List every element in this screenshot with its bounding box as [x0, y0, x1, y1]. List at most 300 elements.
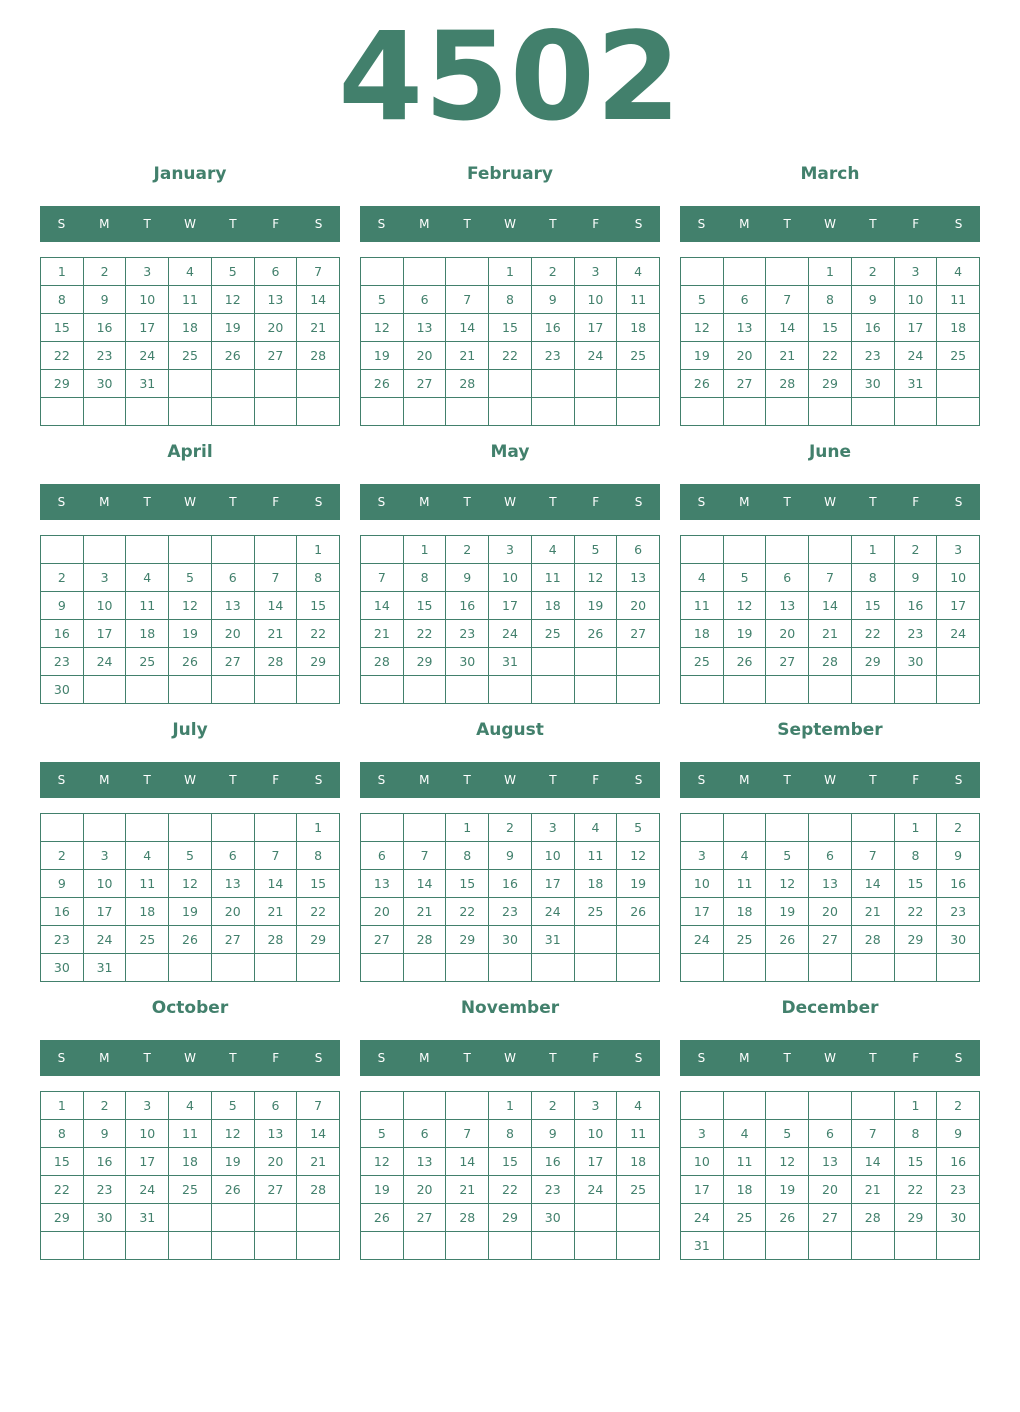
day-cell: 7: [297, 1092, 340, 1120]
day-cell: 10: [937, 564, 980, 592]
day-cell: 18: [169, 314, 212, 342]
day-cell: 24: [575, 1176, 618, 1204]
day-cell: 10: [575, 1120, 618, 1148]
empty-cell: [681, 536, 724, 564]
weekday-header: [680, 484, 980, 520]
weekday-label: M: [99, 773, 110, 787]
day-cell: 18: [681, 620, 724, 648]
day-cell: 22: [895, 898, 938, 926]
month-july: [40, 719, 340, 981]
weekday-label: M: [99, 495, 110, 509]
day-cell: 31: [681, 1232, 724, 1260]
day-cell: 12: [724, 592, 767, 620]
weekday-label: M: [99, 217, 110, 231]
day-cell: 9: [84, 1120, 127, 1148]
day-cell: 16: [446, 592, 489, 620]
empty-cell: [446, 398, 489, 426]
day-cell: 13: [361, 870, 404, 898]
weekday-label: W: [184, 773, 196, 787]
day-cell: 5: [617, 814, 660, 842]
empty-cell: [766, 814, 809, 842]
day-cell: 21: [852, 1176, 895, 1204]
day-cell: 16: [532, 314, 575, 342]
day-cell: 22: [297, 620, 340, 648]
day-cell: 11: [169, 286, 212, 314]
empty-cell: [532, 370, 575, 398]
weekday-label: M: [739, 217, 750, 231]
day-cell: 6: [255, 1092, 298, 1120]
empty-cell: [724, 1092, 767, 1120]
day-grid: [40, 257, 340, 426]
weekday-label: S: [634, 495, 643, 509]
day-cell: 16: [84, 314, 127, 342]
day-cell: 21: [446, 342, 489, 370]
weekday-header: [360, 206, 660, 242]
day-cell: 3: [532, 814, 575, 842]
empty-cell: [895, 676, 938, 704]
weekday-label: S: [57, 1051, 66, 1065]
empty-cell: [297, 398, 340, 426]
weekday-label: F: [592, 217, 600, 231]
day-cell: 9: [41, 870, 84, 898]
empty-cell: [809, 954, 852, 982]
day-cell: 12: [212, 286, 255, 314]
day-cell: 20: [404, 342, 447, 370]
day-cell: 15: [809, 314, 852, 342]
day-cell: 30: [446, 648, 489, 676]
weekday-header: [680, 1040, 980, 1076]
day-cell: 6: [724, 286, 767, 314]
day-cell: 14: [297, 286, 340, 314]
month-name: February: [466, 164, 554, 184]
day-cell: 2: [895, 536, 938, 564]
day-cell: 14: [361, 592, 404, 620]
day-cell: 3: [126, 258, 169, 286]
weekday-label: F: [912, 495, 920, 509]
empty-cell: [169, 398, 212, 426]
day-cell: 13: [212, 592, 255, 620]
day-cell: 3: [84, 842, 127, 870]
day-cell: 8: [297, 564, 340, 592]
empty-cell: [489, 676, 532, 704]
day-cell: 18: [724, 1176, 767, 1204]
day-cell: 11: [724, 870, 767, 898]
weekday-label: T: [229, 217, 237, 231]
empty-cell: [575, 1232, 618, 1260]
day-cell: 3: [937, 536, 980, 564]
month-may: [360, 441, 660, 703]
weekday-label: M: [739, 495, 750, 509]
day-cell: 20: [212, 620, 255, 648]
day-cell: 2: [84, 258, 127, 286]
day-cell: 23: [489, 898, 532, 926]
weekday-label: T: [463, 773, 471, 787]
day-cell: 24: [895, 342, 938, 370]
day-cell: 14: [404, 870, 447, 898]
day-cell: 27: [255, 1176, 298, 1204]
empty-cell: [446, 258, 489, 286]
weekday-label: T: [143, 773, 151, 787]
day-cell: 27: [212, 648, 255, 676]
empty-cell: [937, 954, 980, 982]
day-cell: 4: [169, 258, 212, 286]
empty-cell: [212, 536, 255, 564]
day-cell: 17: [126, 1148, 169, 1176]
day-cell: 7: [809, 564, 852, 592]
empty-cell: [766, 1232, 809, 1260]
day-cell: 28: [404, 926, 447, 954]
weekday-label: M: [739, 773, 750, 787]
empty-cell: [169, 814, 212, 842]
day-cell: 15: [446, 870, 489, 898]
day-cell: 14: [852, 1148, 895, 1176]
day-cell: 6: [404, 286, 447, 314]
day-grid: [360, 535, 660, 704]
day-cell: 13: [617, 564, 660, 592]
day-cell: 19: [169, 620, 212, 648]
empty-cell: [361, 398, 404, 426]
weekday-label: W: [504, 495, 516, 509]
month-name: May: [490, 442, 530, 462]
day-cell: 14: [852, 870, 895, 898]
day-cell: 30: [84, 370, 127, 398]
month-name: October: [151, 998, 229, 1018]
day-cell: 9: [532, 1120, 575, 1148]
empty-cell: [361, 1232, 404, 1260]
empty-cell: [404, 1092, 447, 1120]
day-cell: 23: [937, 898, 980, 926]
empty-cell: [169, 954, 212, 982]
day-cell: 10: [126, 286, 169, 314]
day-cell: 8: [41, 286, 84, 314]
day-cell: 2: [532, 258, 575, 286]
day-cell: 14: [766, 314, 809, 342]
weekday-label: T: [463, 495, 471, 509]
day-cell: 18: [724, 898, 767, 926]
empty-cell: [766, 398, 809, 426]
day-cell: 28: [361, 648, 404, 676]
day-cell: 20: [404, 1176, 447, 1204]
weekday-label: S: [377, 495, 386, 509]
day-cell: 21: [809, 620, 852, 648]
day-cell: 2: [532, 1092, 575, 1120]
day-cell: 6: [809, 1120, 852, 1148]
weekday-label: S: [57, 217, 66, 231]
empty-cell: [404, 676, 447, 704]
day-cell: 27: [766, 648, 809, 676]
empty-cell: [41, 398, 84, 426]
weekday-label: T: [229, 495, 237, 509]
day-cell: 27: [809, 926, 852, 954]
empty-cell: [126, 676, 169, 704]
day-cell: 1: [297, 536, 340, 564]
day-cell: 22: [297, 898, 340, 926]
day-cell: 31: [126, 370, 169, 398]
day-cell: 28: [297, 1176, 340, 1204]
day-cell: 13: [255, 1120, 298, 1148]
empty-cell: [361, 1092, 404, 1120]
day-cell: 26: [617, 898, 660, 926]
day-grid: [680, 1091, 980, 1260]
empty-cell: [809, 536, 852, 564]
day-cell: 3: [489, 536, 532, 564]
day-cell: 5: [681, 286, 724, 314]
day-cell: 24: [681, 1204, 724, 1232]
weekday-label: S: [954, 1051, 963, 1065]
empty-cell: [724, 398, 767, 426]
empty-cell: [84, 536, 127, 564]
empty-cell: [532, 954, 575, 982]
day-cell: 6: [361, 842, 404, 870]
empty-cell: [766, 676, 809, 704]
day-cell: 19: [169, 898, 212, 926]
day-cell: 31: [84, 954, 127, 982]
day-cell: 29: [446, 926, 489, 954]
day-cell: 1: [297, 814, 340, 842]
day-cell: 14: [255, 592, 298, 620]
day-cell: 29: [489, 1204, 532, 1232]
day-cell: 23: [937, 1176, 980, 1204]
day-cell: 25: [532, 620, 575, 648]
weekday-label: T: [143, 217, 151, 231]
empty-cell: [681, 814, 724, 842]
empty-cell: [766, 954, 809, 982]
weekday-label: S: [57, 495, 66, 509]
day-cell: 21: [255, 620, 298, 648]
day-cell: 30: [937, 1204, 980, 1232]
day-cell: 25: [617, 342, 660, 370]
weekday-label: W: [504, 217, 516, 231]
empty-cell: [489, 954, 532, 982]
day-cell: 13: [809, 870, 852, 898]
day-cell: 17: [84, 898, 127, 926]
empty-cell: [255, 814, 298, 842]
day-cell: 16: [532, 1148, 575, 1176]
weekday-label: T: [143, 1051, 151, 1065]
empty-cell: [766, 536, 809, 564]
day-cell: 12: [681, 314, 724, 342]
empty-cell: [937, 648, 980, 676]
weekday-label: W: [184, 1051, 196, 1065]
day-cell: 21: [852, 898, 895, 926]
day-cell: 25: [681, 648, 724, 676]
weekday-label: S: [634, 217, 643, 231]
month-november: [360, 997, 660, 1259]
day-cell: 14: [255, 870, 298, 898]
day-cell: 16: [41, 898, 84, 926]
day-cell: 6: [212, 842, 255, 870]
weekday-label: S: [377, 773, 386, 787]
day-cell: 19: [681, 342, 724, 370]
month-name: July: [172, 720, 208, 740]
day-cell: 16: [937, 870, 980, 898]
day-cell: 25: [617, 1176, 660, 1204]
day-cell: 17: [126, 314, 169, 342]
day-cell: 16: [937, 1148, 980, 1176]
day-cell: 2: [852, 258, 895, 286]
day-cell: 11: [617, 286, 660, 314]
weekday-label: S: [697, 1051, 706, 1065]
empty-cell: [809, 676, 852, 704]
day-cell: 11: [126, 592, 169, 620]
day-cell: 4: [126, 842, 169, 870]
day-cell: 30: [489, 926, 532, 954]
empty-cell: [617, 954, 660, 982]
day-cell: 11: [169, 1120, 212, 1148]
empty-cell: [766, 258, 809, 286]
day-cell: 30: [41, 676, 84, 704]
day-cell: 12: [575, 564, 618, 592]
day-cell: 13: [809, 1148, 852, 1176]
empty-cell: [809, 398, 852, 426]
day-cell: 23: [41, 648, 84, 676]
empty-cell: [575, 1204, 618, 1232]
day-cell: 21: [361, 620, 404, 648]
empty-cell: [297, 954, 340, 982]
month-april: [40, 441, 340, 703]
weekday-label: T: [463, 1051, 471, 1065]
day-cell: 4: [575, 814, 618, 842]
month-name: March: [800, 164, 860, 184]
day-cell: 15: [895, 870, 938, 898]
day-cell: 9: [852, 286, 895, 314]
day-cell: 10: [681, 870, 724, 898]
day-cell: 29: [895, 1204, 938, 1232]
day-cell: 18: [532, 592, 575, 620]
day-cell: 4: [169, 1092, 212, 1120]
day-cell: 10: [532, 842, 575, 870]
day-cell: 5: [724, 564, 767, 592]
day-cell: 24: [489, 620, 532, 648]
weekday-label: M: [739, 1051, 750, 1065]
day-cell: 20: [724, 342, 767, 370]
empty-cell: [361, 954, 404, 982]
empty-cell: [446, 1092, 489, 1120]
day-cell: 27: [404, 1204, 447, 1232]
day-cell: 26: [212, 342, 255, 370]
empty-cell: [297, 1232, 340, 1260]
day-cell: 7: [297, 258, 340, 286]
day-cell: 18: [126, 620, 169, 648]
weekday-label: W: [824, 773, 836, 787]
day-cell: 5: [169, 564, 212, 592]
empty-cell: [895, 398, 938, 426]
day-cell: 23: [446, 620, 489, 648]
weekday-label: W: [824, 217, 836, 231]
day-cell: 17: [489, 592, 532, 620]
empty-cell: [575, 370, 618, 398]
day-cell: 13: [404, 1148, 447, 1176]
weekday-label: M: [419, 217, 430, 231]
day-cell: 15: [404, 592, 447, 620]
weekday-header: [40, 762, 340, 798]
day-cell: 26: [212, 1176, 255, 1204]
day-cell: 17: [937, 592, 980, 620]
day-cell: 22: [41, 1176, 84, 1204]
weekday-label: T: [549, 773, 557, 787]
day-grid: [40, 535, 340, 704]
day-cell: 11: [617, 1120, 660, 1148]
day-cell: 18: [937, 314, 980, 342]
day-cell: 25: [724, 1204, 767, 1232]
day-cell: 19: [361, 342, 404, 370]
day-cell: 19: [361, 1176, 404, 1204]
empty-cell: [255, 676, 298, 704]
weekday-header: [680, 206, 980, 242]
weekday-label: T: [463, 217, 471, 231]
day-cell: 7: [404, 842, 447, 870]
month-name: April: [167, 442, 213, 462]
day-cell: 10: [126, 1120, 169, 1148]
day-cell: 17: [681, 1176, 724, 1204]
day-cell: 14: [446, 1148, 489, 1176]
day-cell: 9: [937, 842, 980, 870]
weekday-header: [360, 484, 660, 520]
day-cell: 26: [724, 648, 767, 676]
day-cell: 7: [852, 842, 895, 870]
empty-cell: [255, 954, 298, 982]
month-name: September: [777, 720, 883, 740]
weekday-header: [40, 1040, 340, 1076]
empty-cell: [297, 676, 340, 704]
day-cell: 8: [895, 1120, 938, 1148]
weekday-label: T: [869, 217, 877, 231]
empty-cell: [724, 1232, 767, 1260]
day-cell: 9: [532, 286, 575, 314]
day-cell: 5: [766, 1120, 809, 1148]
empty-cell: [575, 676, 618, 704]
empty-cell: [404, 954, 447, 982]
day-cell: 19: [575, 592, 618, 620]
empty-cell: [41, 814, 84, 842]
empty-cell: [84, 814, 127, 842]
day-cell: 3: [681, 1120, 724, 1148]
year-title: 4502: [338, 6, 682, 148]
day-cell: 15: [852, 592, 895, 620]
day-cell: 15: [41, 314, 84, 342]
day-cell: 8: [489, 1120, 532, 1148]
weekday-label: T: [783, 217, 791, 231]
day-cell: 3: [575, 1092, 618, 1120]
empty-cell: [617, 398, 660, 426]
day-cell: 27: [255, 342, 298, 370]
day-cell: 8: [41, 1120, 84, 1148]
month-march: [680, 163, 980, 425]
day-cell: 6: [255, 258, 298, 286]
weekday-label: T: [229, 773, 237, 787]
month-name: August: [476, 720, 544, 740]
empty-cell: [681, 954, 724, 982]
day-cell: 24: [84, 926, 127, 954]
day-cell: 21: [766, 342, 809, 370]
day-cell: 3: [895, 258, 938, 286]
empty-cell: [404, 258, 447, 286]
weekday-label: W: [504, 773, 516, 787]
empty-cell: [126, 398, 169, 426]
empty-cell: [212, 1204, 255, 1232]
weekday-label: S: [697, 495, 706, 509]
weekday-label: W: [824, 1051, 836, 1065]
day-cell: 4: [617, 258, 660, 286]
day-cell: 5: [766, 842, 809, 870]
day-cell: 27: [361, 926, 404, 954]
empty-cell: [575, 648, 618, 676]
empty-cell: [212, 370, 255, 398]
day-cell: 12: [361, 1148, 404, 1176]
empty-cell: [895, 954, 938, 982]
weekday-header: [360, 1040, 660, 1076]
empty-cell: [532, 648, 575, 676]
